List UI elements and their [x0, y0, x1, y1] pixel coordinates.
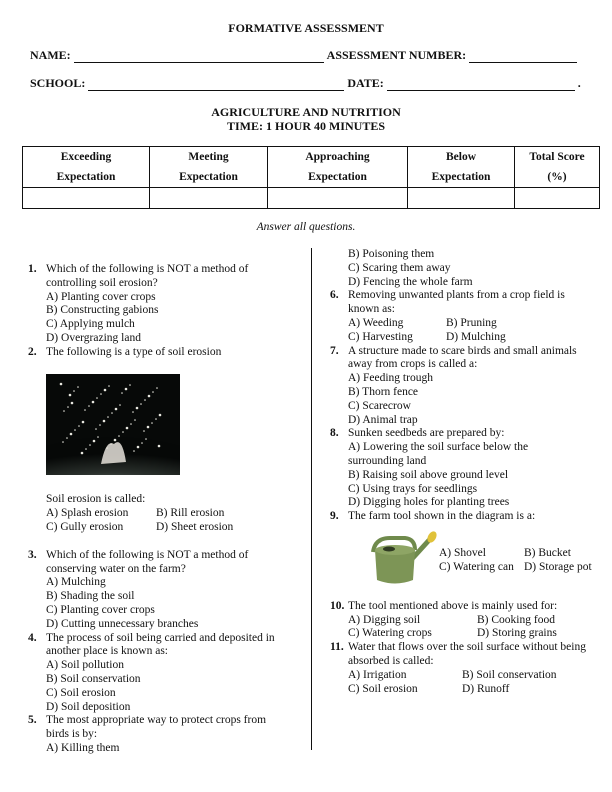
date-suffix: . [577, 76, 581, 90]
answer-option[interactable]: C) Scarecrow [348, 399, 411, 412]
options-grid [439, 547, 592, 575]
answer-option[interactable]: B) Poisoning them [348, 248, 435, 260]
answer-option[interactable]: B) Soil conservation [462, 668, 557, 681]
page-title: FORMATIVE ASSESSMENT [228, 21, 384, 35]
header-line: Meeting [188, 151, 229, 163]
answer-option[interactable]: D) Soil deposition [46, 700, 131, 713]
question-1 [28, 263, 308, 346]
answer-option[interactable]: A) Shovel [439, 547, 486, 560]
question-text: The process of soil being carried and deposited in another place is known as: [46, 631, 275, 658]
answer-option[interactable]: A) Lowering the soil surface below the surrounding land [348, 441, 529, 467]
question-text: Water that flows over the soil surface without being absorbed is called: [348, 641, 586, 667]
header-below [408, 147, 515, 188]
answer-option[interactable]: C) Watering can [439, 560, 514, 573]
question-number: 2. [28, 345, 37, 358]
score-cell[interactable] [515, 188, 600, 209]
question-3 [28, 549, 308, 632]
date-field[interactable] [387, 80, 575, 91]
options-grid [46, 507, 308, 535]
header-meeting [150, 147, 268, 188]
school-row [30, 76, 590, 91]
answer-option[interactable]: D) Runoff [462, 682, 510, 695]
question-text: The tool mentioned above is mainly used for: [348, 599, 558, 612]
answer-option[interactable]: C) Harvesting [348, 330, 413, 343]
question-number: 10. [330, 599, 345, 612]
assessment-number-label: ASSESSMENT NUMBER: [326, 48, 467, 62]
question-text: The following is a type of soil erosion [46, 345, 222, 358]
score-cell[interactable] [268, 188, 408, 209]
date-label: DATE: [347, 76, 384, 90]
diagram-with-options [348, 530, 610, 592]
header-line: Total Score [529, 151, 585, 163]
header-line: Expectation [431, 171, 491, 183]
question-number: 4. [28, 631, 37, 644]
answer-option[interactable]: B) Bucket [524, 547, 571, 560]
score-cell[interactable] [150, 188, 268, 209]
name-field[interactable] [74, 52, 324, 63]
subject-title: AGRICULTURE AND NUTRITION [211, 105, 401, 119]
answer-option[interactable]: A) Feeding trough [348, 372, 433, 385]
answer-option[interactable]: B) Constructing gabions [46, 304, 159, 317]
question-prompt: Soil erosion is called: [46, 493, 146, 506]
question-6 [330, 289, 610, 344]
question-number: 3. [28, 548, 37, 561]
header-exceeding [23, 147, 150, 188]
answer-option[interactable]: B) Cooking food [477, 613, 555, 626]
header-total-score [515, 147, 600, 188]
question-11 [330, 641, 610, 696]
question-10 [330, 600, 610, 641]
score-table-header [23, 147, 600, 188]
right-column [330, 248, 610, 696]
answer-option[interactable]: D) Cutting unnecessary branches [46, 617, 199, 630]
answer-option[interactable]: D) Sheet erosion [156, 520, 234, 533]
answer-option[interactable]: C) Planting cover crops [46, 603, 155, 616]
answer-option[interactable]: C) Using trays for seedlings [348, 482, 478, 495]
question-number: 9. [330, 510, 339, 523]
header-line: Exceeding [60, 151, 112, 163]
question-number: 11. [330, 641, 344, 654]
answer-option[interactable]: D) Storing grains [477, 627, 557, 640]
question-number: 1. [28, 263, 37, 275]
question-number: 6. [330, 289, 339, 302]
question-number: 8. [330, 427, 339, 440]
header-line: Below [445, 151, 477, 163]
answer-option[interactable]: D) Overgrazing land [46, 331, 141, 344]
header-approaching [268, 147, 408, 188]
question-9 [330, 510, 610, 592]
header-line: Expectation [56, 171, 116, 183]
left-column [28, 263, 308, 756]
answer-option[interactable]: B) Pruning [446, 316, 497, 329]
score-cell[interactable] [23, 188, 150, 209]
answer-option[interactable]: A) Digging soil [348, 613, 421, 626]
name-row [30, 48, 590, 63]
name-label: NAME: [30, 48, 71, 62]
score-table [22, 146, 600, 209]
score-cell[interactable] [408, 188, 515, 209]
question-4 [28, 632, 308, 715]
answer-option[interactable]: B) Soil conservation [46, 672, 141, 685]
question-number: 7. [330, 344, 339, 357]
answer-option[interactable]: A) Soil pollution [46, 659, 124, 672]
school-label: SCHOOL: [30, 76, 86, 90]
question-text: Removing unwanted plants from a crop field is known as: [348, 289, 565, 316]
answer-option[interactable]: A) Weeding [348, 316, 404, 329]
question-text: Which of the following is NOT a method of controlling soil erosion? [46, 263, 249, 289]
question-number: 5. [28, 714, 37, 727]
header-line: Expectation [308, 171, 367, 183]
answer-option[interactable]: D) Digging holes for planting trees [348, 496, 510, 509]
answer-option[interactable]: C) Scaring them away [348, 261, 451, 274]
question-text: A structure made to scare birds and small animals away from crops is called a: [348, 344, 577, 371]
options-grid [348, 669, 610, 697]
column-divider [311, 248, 312, 750]
answer-option[interactable]: C) Watering crops [348, 627, 432, 640]
school-field[interactable] [88, 80, 344, 91]
answer-option[interactable]: C) Gully erosion [46, 520, 124, 533]
header-line: Approaching [305, 151, 370, 163]
question-2 [28, 346, 308, 535]
question-text: The farm tool shown in the diagram is a: [348, 510, 536, 523]
question-text: The most appropriate way to protect crops from birds is by: [46, 714, 267, 741]
answer-option[interactable]: D) Animal trap [348, 413, 418, 426]
score-table-entry-row [23, 188, 600, 209]
options-grid [348, 614, 610, 642]
answer-option[interactable]: D) Fencing the whole farm [348, 275, 473, 288]
time-allowed: TIME: 1 HOUR 40 MINUTES [226, 119, 385, 133]
question-7 [330, 345, 610, 428]
splash-erosion-image [46, 374, 308, 480]
answer-option[interactable]: B) Raising soil above ground level [348, 468, 509, 481]
answer-option[interactable]: C) Applying mulch [46, 318, 135, 331]
header-line: (%) [547, 171, 567, 183]
answer-option[interactable]: D) Mulching [446, 330, 506, 343]
watering-can-image [365, 530, 437, 592]
question-5 [28, 714, 308, 755]
answer-option[interactable]: D) Storage pot [524, 560, 592, 573]
assessment-number-field[interactable] [469, 52, 577, 63]
instructions: Answer all questions. [256, 221, 356, 233]
question-continued [330, 248, 610, 289]
answer-option[interactable]: A) Irrigation [348, 668, 407, 681]
answer-option[interactable]: C) Soil erosion [348, 682, 418, 695]
question-8 [330, 427, 610, 510]
answer-option[interactable]: A) Planting cover crops [46, 290, 156, 303]
answer-option[interactable]: A) Killing them [46, 741, 120, 754]
answer-option[interactable]: A) Splash erosion [46, 507, 129, 520]
answer-option[interactable]: B) Thorn fence [348, 385, 419, 398]
answer-option[interactable]: B) Shading the soil [46, 590, 135, 603]
question-text: Sunken seedbeds are prepared by: [348, 427, 505, 440]
header-line: Expectation [179, 171, 238, 183]
options-grid [348, 317, 610, 345]
answer-option[interactable]: A) Mulching [46, 576, 106, 589]
question-text: Which of the following is NOT a method of conserving water on the farm? [46, 548, 249, 575]
answer-option[interactable]: C) Soil erosion [46, 686, 116, 699]
answer-option[interactable]: B) Rill erosion [156, 507, 225, 520]
